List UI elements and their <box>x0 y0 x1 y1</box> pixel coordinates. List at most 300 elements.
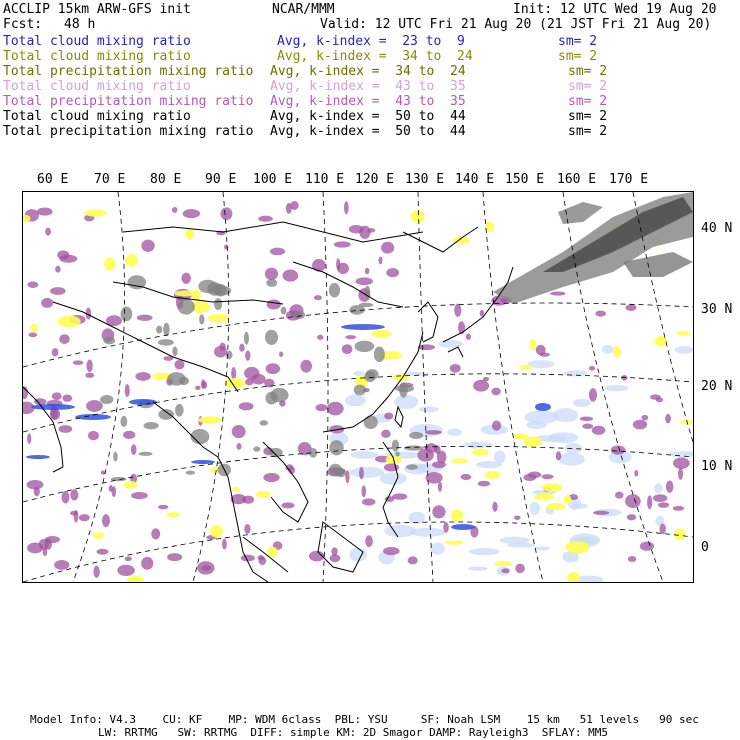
precip-patch <box>131 444 137 455</box>
cloud-yellow-patch <box>210 525 223 538</box>
cloud-gray-patch <box>399 382 408 397</box>
cloud-gray-patch <box>395 452 399 457</box>
precip-patch <box>86 360 92 373</box>
cloud-yellow-patch <box>674 528 686 540</box>
precip-patch <box>425 430 442 435</box>
precip-patch <box>214 346 227 358</box>
longitude-label: 110 E <box>305 172 345 187</box>
precip-patch <box>386 268 399 277</box>
cloud-gray-patch <box>265 330 278 345</box>
precip-patch <box>461 474 472 480</box>
cloud-light-patch <box>602 345 614 354</box>
precip-patch <box>62 394 72 401</box>
precip-patch <box>282 269 298 281</box>
cloud-yellow-patch <box>563 495 571 504</box>
precip-patch <box>658 502 669 508</box>
precip-patch <box>123 431 135 439</box>
precip-patch <box>673 457 690 468</box>
precip-patch <box>361 485 366 497</box>
precip-patch <box>625 494 641 508</box>
cloud-gray-patch <box>392 440 399 452</box>
precip-patch <box>314 295 322 300</box>
precip-patch <box>244 367 259 380</box>
precip-patch <box>41 298 53 308</box>
precip-patch <box>220 207 232 220</box>
cloud-yellow-patch <box>444 540 464 544</box>
precip-patch <box>137 315 153 321</box>
precip-patch <box>593 511 609 515</box>
cloud-light-patch <box>654 483 662 493</box>
precip-patch <box>656 397 663 402</box>
precip-patch <box>626 304 637 311</box>
precip-patch <box>300 360 312 373</box>
cloud-yellow-patch <box>472 448 489 456</box>
precip-patch <box>93 566 99 578</box>
cloud-gray-patch <box>121 307 133 322</box>
latitude-label: 40 N <box>701 221 733 236</box>
cloud-gray-patch <box>266 279 277 287</box>
cloud-gray-patch <box>190 429 209 444</box>
precip-blue-streak <box>191 460 215 464</box>
precip-patch <box>342 344 353 354</box>
field-name: Total precipitation mixing ratio <box>3 64 254 79</box>
cloud-yellow-patch <box>494 561 512 566</box>
cloud-gray-patch <box>329 440 343 455</box>
precip-patch <box>384 412 393 419</box>
precip-patch <box>492 421 501 431</box>
precip-patch <box>640 542 654 551</box>
cloud-gray-patch <box>113 452 117 462</box>
cloud-yellow-patch <box>676 331 690 336</box>
precip-patch <box>52 348 59 356</box>
model-info-line2: LW: RRTMG SW: RRTMG DIFF: simple KM: 2D Smagor DAMP: Rayleigh3 SFLAY: MM5 <box>98 726 608 739</box>
cloud-gray-patch <box>226 351 232 360</box>
precip-patch <box>365 268 370 275</box>
cloud-light-patch <box>534 546 551 550</box>
field-avg-range: Avg, k-index = 50 to 44 <box>270 124 466 139</box>
cloud-gray-patch <box>406 464 418 470</box>
longitude-label: 120 E <box>355 172 395 187</box>
precip-patch <box>381 430 391 438</box>
center-label: NCAR/MMM <box>272 2 335 17</box>
precip-patch <box>556 451 561 460</box>
longitude-label: 90 E <box>205 172 237 187</box>
precip-patch <box>362 498 375 505</box>
precip-patch <box>327 402 344 416</box>
precip-patch <box>258 216 273 222</box>
precip-blue-streak <box>26 455 50 459</box>
precip-blue-streak <box>451 524 475 530</box>
precip-patch <box>454 304 461 317</box>
cloud-gray-patch <box>163 323 169 336</box>
precip-patch <box>54 560 69 570</box>
precip-patch <box>478 481 490 487</box>
cloud-light-patch <box>524 410 558 423</box>
cloud-gray-patch <box>156 326 162 334</box>
cloud-gray-patch <box>175 404 184 417</box>
cloud-gray-patch <box>374 347 385 363</box>
precip-patch <box>286 203 292 214</box>
cloud-yellow-patch <box>84 210 107 217</box>
precip-patch <box>244 524 250 534</box>
precip-patch <box>378 256 382 264</box>
longitude-label: 170 E <box>609 172 649 187</box>
precip-blue-streak <box>129 399 157 405</box>
cloud-yellow-patch <box>450 458 468 463</box>
init-time: Init: 12 UTC Wed 19 Aug 20 <box>513 2 717 17</box>
precip-patch <box>491 388 500 396</box>
cloud-light-patch <box>500 537 530 544</box>
precip-patch <box>55 266 60 273</box>
precip-patch <box>514 516 521 520</box>
cloud-light-patch <box>605 385 629 391</box>
model-info-line1: Model Info: V4.3 CU: KF MP: WDM 6class PBL: YSU SF: Noah LSM 15 km 51 levels 90 sec <box>30 713 699 726</box>
field-smoothing: sm= 2 <box>568 94 608 109</box>
precip-blue-streak <box>341 324 385 330</box>
precip-patch <box>102 514 110 527</box>
cloud-light-patch <box>380 472 407 485</box>
longitude-label: 60 E <box>37 172 69 187</box>
precip-patch <box>438 482 442 492</box>
field-avg-range: Avg, k-index = 23 to 9 <box>277 34 465 49</box>
field-name: Total cloud mixing ratio <box>3 49 191 64</box>
longitude-label: 140 E <box>455 172 495 187</box>
precip-patch <box>678 468 683 480</box>
cloud-gray-patch <box>265 392 277 405</box>
precip-patch <box>70 489 78 500</box>
precip-patch <box>345 470 349 483</box>
cloud-light-patch <box>438 340 463 348</box>
precip-patch <box>174 360 184 370</box>
precip-patch <box>647 495 652 509</box>
cloud-light-patch <box>573 399 592 407</box>
precip-patch <box>257 555 264 561</box>
precip-patch <box>117 565 135 576</box>
precip-patch <box>334 241 351 247</box>
cloud-light-patch <box>674 346 693 354</box>
cloud-gray-patch <box>158 339 174 345</box>
cloud-gray-patch <box>100 395 113 404</box>
latitude-label: 10 N <box>701 459 733 474</box>
precip-patch <box>417 449 434 462</box>
cloud-yellow-patch <box>513 433 527 439</box>
precip-patch <box>443 522 448 533</box>
cloud-yellow-patch <box>104 257 115 271</box>
cloud-light-patch <box>563 370 587 376</box>
map-canvas <box>23 192 693 582</box>
precip-patch <box>112 486 117 497</box>
cloud-yellow-patch <box>542 483 563 491</box>
precip-patch <box>344 201 349 214</box>
precip-patch <box>79 514 90 521</box>
cloud-gray-patch <box>364 371 375 382</box>
cloud-light-patch <box>470 442 478 449</box>
cloud-gray-patch <box>253 446 260 451</box>
precip-patch <box>542 474 554 479</box>
longitude-label: 130 E <box>405 172 445 187</box>
cloud-yellow-patch <box>232 487 240 492</box>
cloud-gray-patch <box>281 307 287 315</box>
precip-patch <box>349 225 364 233</box>
precip-patch <box>27 433 31 443</box>
cloud-yellow-patch <box>565 541 589 553</box>
precip-patch <box>141 240 154 252</box>
precip-patch <box>418 344 435 350</box>
cloud-gray-patch <box>172 346 177 356</box>
precip-patch <box>408 556 418 564</box>
cloud-yellow-patch <box>410 210 424 223</box>
cloud-light-patch <box>345 394 366 406</box>
cloud-gray-patch <box>103 337 115 345</box>
precip-patch <box>50 287 66 295</box>
field-smoothing: sm= 2 <box>568 109 608 124</box>
precip-patch <box>633 420 647 430</box>
precip-blue-streak <box>31 404 75 410</box>
precip-patch <box>242 496 254 504</box>
cloud-light-patch <box>349 548 367 562</box>
precip-patch <box>28 332 37 337</box>
cloud-yellow-patch <box>125 254 138 267</box>
precip-patch <box>550 291 566 295</box>
precip-patch <box>222 539 227 550</box>
precip-patch <box>37 207 53 215</box>
precip-patch <box>492 502 497 512</box>
cloud-light-patch <box>572 503 588 508</box>
cloud-light-patch <box>494 450 506 463</box>
precip-patch <box>356 277 373 285</box>
precip-patch <box>266 363 280 374</box>
cloud-yellow-patch <box>546 503 565 510</box>
precip-patch <box>317 335 323 340</box>
cloud-yellow-patch <box>485 471 501 479</box>
cloud-gray-patch <box>158 409 174 420</box>
precip-patch <box>312 259 326 272</box>
longitude-label: 80 E <box>150 172 182 187</box>
cloud-yellow-patch <box>256 491 271 498</box>
field-avg-range: Avg, k-index = 50 to 44 <box>270 109 466 124</box>
precip-patch <box>195 386 201 390</box>
precip-patch <box>141 557 153 570</box>
precip-patch <box>432 505 445 518</box>
precip-patch <box>331 547 338 555</box>
precip-patch <box>673 506 685 511</box>
cloud-gray-patch <box>139 452 153 456</box>
precip-patch <box>595 310 606 316</box>
cloud-light-patch <box>558 453 584 466</box>
cloud-light-patch <box>668 451 693 457</box>
precip-patch <box>167 553 182 561</box>
cloud-yellow-patch <box>520 365 533 370</box>
precip-patch <box>501 568 509 573</box>
cloud-gray-patch <box>167 372 185 386</box>
precip-patch <box>473 380 489 392</box>
cloud-yellow-patch <box>30 324 38 332</box>
field-name: Total precipitation mixing ratio <box>3 124 254 139</box>
cloud-gray-patch <box>409 432 423 439</box>
cloud-light-patch <box>469 548 500 555</box>
field-name: Total cloud mixing ratio <box>3 79 191 94</box>
precip-patch <box>151 528 160 539</box>
precip-patch <box>183 209 200 218</box>
precip-patch <box>172 207 178 213</box>
cloud-gray-patch <box>214 298 222 310</box>
precip-patch <box>97 549 109 555</box>
cloud-yellow-patch <box>198 416 221 423</box>
field-smoothing: sm= 2 <box>558 34 598 49</box>
precip-patch <box>270 248 285 256</box>
precip-patch <box>62 491 70 503</box>
cloud-yellow-patch <box>534 493 554 500</box>
precip-patch <box>202 565 211 570</box>
field-smoothing: sm= 2 <box>558 49 598 64</box>
cloud-light-patch <box>350 451 378 459</box>
longitude-label: 150 E <box>505 172 545 187</box>
precip-patch <box>239 344 244 352</box>
cloud-light-patch <box>447 429 462 436</box>
valid-time: Valid: 12 UTC Fri 21 Aug 20 (21 JST Fri 21 Aug 20) <box>320 17 712 32</box>
latitude-label: 20 N <box>701 379 733 394</box>
cloud-yellow-patch <box>166 512 180 517</box>
latitude-label: 0 <box>701 540 709 555</box>
cloud-gray-patch <box>143 422 158 429</box>
precip-patch <box>74 510 79 522</box>
cloud-yellow-patch <box>613 346 621 357</box>
precip-patch <box>125 384 130 397</box>
precip-patch <box>337 263 349 274</box>
precip-patch <box>27 281 38 288</box>
precip-patch <box>52 392 62 400</box>
precip-patch <box>359 467 364 479</box>
precip-patch <box>85 373 94 378</box>
precip-patch <box>642 415 649 421</box>
cloud-gray-patch <box>178 299 195 315</box>
precip-patch <box>365 535 373 547</box>
cloud-band-northeast <box>493 192 693 304</box>
field-avg-range: Avg, k-index = 43 to 35 <box>270 79 466 94</box>
precip-patch <box>125 556 132 561</box>
precip-patch <box>59 334 70 344</box>
latitude-label: 30 N <box>701 302 733 317</box>
cloud-yellow-patch <box>208 314 230 322</box>
precip-patch <box>480 310 484 317</box>
precip-patch <box>158 505 169 509</box>
cloud-light-patch <box>410 528 446 537</box>
precip-patch <box>621 375 627 381</box>
precip-patch <box>135 372 150 381</box>
map-panel <box>22 191 694 583</box>
cloud-yellow-patch <box>567 572 581 582</box>
model-title: ACCLIP 15km ARW-GFS init <box>3 2 191 17</box>
field-avg-range: Avg, k-index = 43 to 35 <box>270 94 466 109</box>
precip-blue-streak <box>535 403 551 411</box>
precip-patch <box>181 273 191 284</box>
precip-patch <box>43 547 47 556</box>
precip-patch <box>232 425 246 438</box>
field-smoothing: sm= 2 <box>568 64 608 79</box>
precip-patch <box>539 352 549 356</box>
precip-patch <box>236 443 241 450</box>
precip-patch <box>653 494 667 502</box>
precip-patch <box>26 480 43 489</box>
precip-patch <box>483 377 489 381</box>
precip-patch <box>450 364 461 373</box>
cloud-gray-patch <box>329 464 342 476</box>
longitude-label: 160 E <box>557 172 597 187</box>
precip-patch <box>515 564 525 573</box>
cloud-gray-patch <box>186 471 195 475</box>
forecast-hours: 48 h <box>64 17 96 32</box>
precip-patch <box>241 555 255 562</box>
precip-patch <box>345 335 356 339</box>
cloud-gray-patch <box>215 284 227 297</box>
cloud-yellow-patch <box>450 509 463 522</box>
precip-patch <box>589 366 595 371</box>
precip-patch <box>628 556 637 562</box>
precip-patch <box>101 471 105 475</box>
cloud-gray-patch <box>404 445 423 450</box>
precip-patch <box>315 404 327 411</box>
precip-patch <box>580 416 593 421</box>
precip-patch <box>582 424 593 429</box>
cloud-gray-patch <box>329 283 340 298</box>
precip-patch <box>615 492 624 499</box>
precip-patch <box>281 502 294 508</box>
precip-patch <box>267 299 281 309</box>
field-avg-range: Avg, k-index = 34 to 24 <box>277 49 473 64</box>
cloud-gray-patch <box>199 314 204 324</box>
precip-patch <box>611 445 626 454</box>
forecast-label: Fcst: <box>3 17 43 32</box>
precip-patch <box>265 268 278 281</box>
precip-patch <box>45 228 51 236</box>
cloud-yellow-patch <box>127 576 144 582</box>
field-name: Total cloud mixing ratio <box>3 34 191 49</box>
precip-patch <box>392 493 407 499</box>
precip-patch <box>634 470 638 476</box>
precip-patch <box>665 414 671 423</box>
precip-patch <box>88 431 99 441</box>
cloud-light-patch <box>430 543 445 555</box>
field-smoothing: sm= 2 <box>568 79 608 94</box>
longitude-label: 70 E <box>94 172 126 187</box>
precip-patch <box>589 388 597 402</box>
precip-patch <box>239 402 254 410</box>
precip-patch <box>528 472 541 478</box>
precip-patch <box>660 524 666 535</box>
precip-patch <box>59 425 73 433</box>
cloud-light-patch <box>530 502 540 515</box>
cloud-yellow-patch <box>93 532 105 538</box>
cloud-gray-patch <box>293 311 305 319</box>
cloud-light-patch <box>468 566 488 570</box>
longitude-label: 100 E <box>253 172 293 187</box>
precip-patch <box>245 350 250 360</box>
cloud-yellow-patch <box>124 481 138 489</box>
cloud-gray-patch <box>244 332 249 345</box>
precip-patch <box>131 492 148 499</box>
cloud-yellow-patch <box>530 339 537 350</box>
cloud-yellow-patch <box>267 547 278 557</box>
precip-patch <box>57 250 69 259</box>
field-avg-range: Avg, k-index = 34 to 24 <box>270 64 466 79</box>
cloud-gray-patch <box>354 385 366 396</box>
precip-patch <box>86 400 103 412</box>
cloud-gray-patch <box>260 420 268 425</box>
precip-patch <box>367 228 375 233</box>
cloud-gray-patch <box>355 341 375 352</box>
precip-patch <box>381 242 394 254</box>
precip-patch <box>592 426 606 435</box>
